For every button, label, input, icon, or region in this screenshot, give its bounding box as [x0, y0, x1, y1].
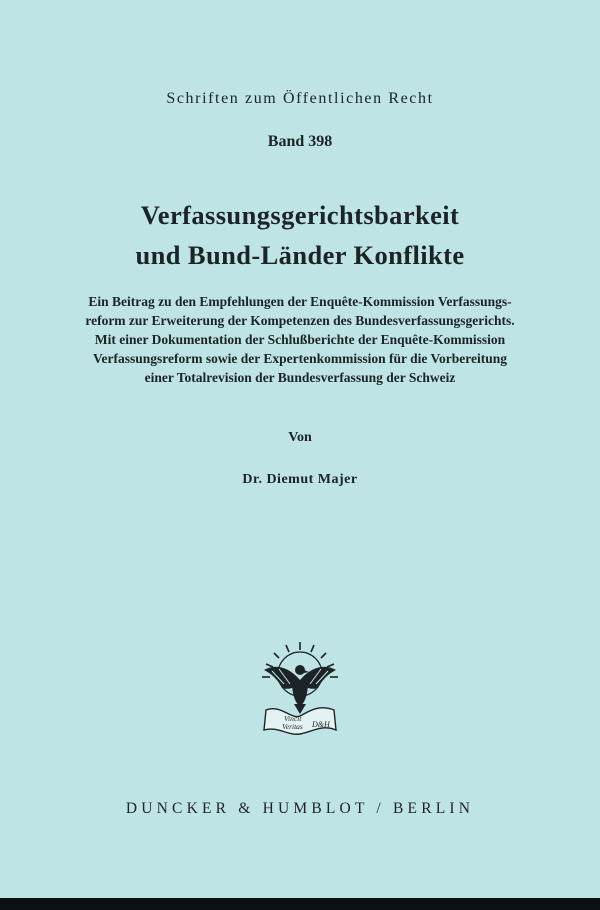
subtitle-line-2: reform zur Erweiterung der Kompetenzen des Bundesverfassungsgerichts. [85, 313, 515, 328]
book-title [0, 195, 600, 275]
subtitle-line-1: Ein Beitrag zu den Empfehlungen der Enquête-Kommission Verfassungs- [88, 294, 512, 309]
publisher-imprint: DUNCKER & HUMBLOT / BERLIN [125, 800, 475, 817]
subtitle-line-5: einer Totalrevision der Bundesverfassung der Schweiz [144, 370, 456, 385]
subtitle-line-4: Verfassungsreform sowie der Expertenkommission für die Vorbereitung [92, 351, 507, 366]
author-name: Dr. Diemut Majer [242, 472, 358, 487]
book-subtitle [0, 292, 600, 387]
logo-monogram: D&H [312, 720, 330, 729]
logo-banner-text-1: Vincit [284, 714, 302, 723]
series-title: Schriften zum Öffentlichen Recht [166, 90, 434, 107]
by-label: Von [288, 430, 312, 445]
title-line-2: und Bund-Länder Konflikte [135, 240, 465, 270]
scan-bottom-edge [0, 898, 600, 910]
title-line-1: Verfassungsgerichtsbarkeit [140, 200, 460, 230]
eagle-emblem-icon [252, 640, 348, 740]
logo-banner-text-2: Veritas [282, 722, 303, 731]
subtitle-line-3: Mit einer Dokumentation der Schlußberichte der Enquête-Kommission [94, 332, 506, 347]
volume-number: Band 398 [267, 133, 333, 150]
